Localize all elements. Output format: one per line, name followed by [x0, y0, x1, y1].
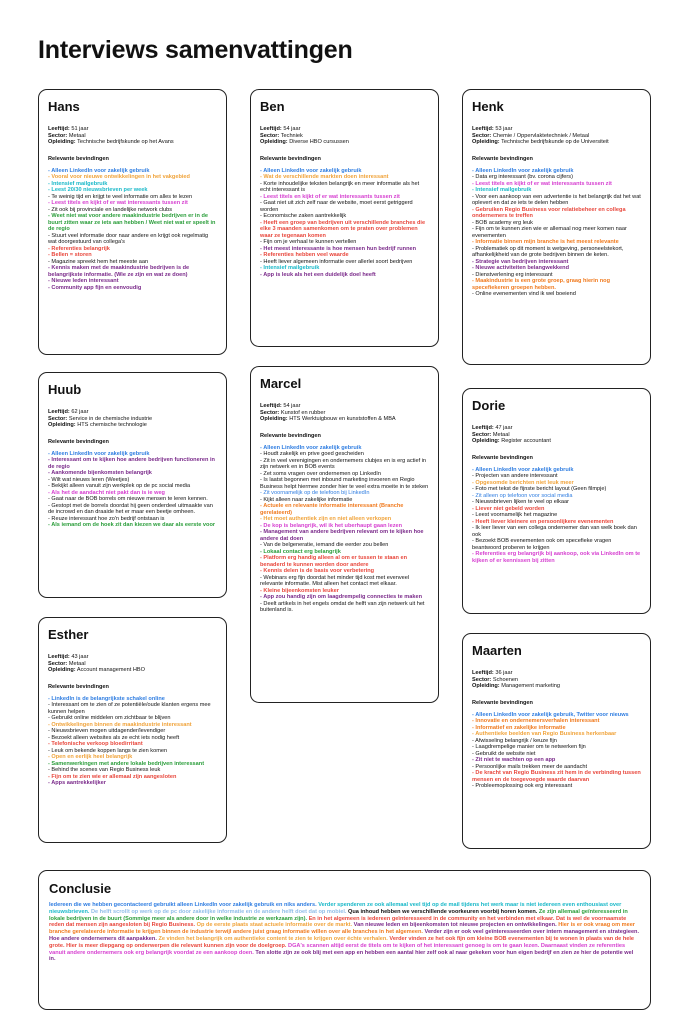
finding-item: - Interessant om te kijken hoe andere bedrijven functioneren in de regio: [48, 457, 215, 470]
meta-sector: [472, 133, 641, 140]
finding-item: - Liever niet gebeld worden: [472, 505, 545, 512]
meta-label: Opleiding:: [260, 139, 288, 146]
finding-item: - Telefonische verkoop bloedirritant: [48, 741, 143, 748]
conclusion-title: Conclusie: [49, 881, 112, 896]
meta-sector: [260, 133, 429, 140]
meta-label: Sector:: [472, 676, 492, 683]
page-title: Interviews samenvattingen: [38, 36, 353, 64]
person-name: Maarten: [472, 643, 522, 658]
finding-item: - Zit niet te wachten op een app: [472, 757, 556, 764]
finding-item: - Actuele en relevante informatie interessant (Branche gerelateerd): [260, 503, 404, 516]
meta-value: 51 jaar: [71, 126, 89, 132]
finding-item: - Probleemoplossing ook erg interessant: [472, 783, 573, 790]
finding-item: - Projecten van andere interessant: [472, 473, 558, 480]
meta-label: Leeftijd:: [48, 409, 70, 415]
findings-list: [260, 445, 429, 614]
finding-item: - Opgesomde berichten niet leuk meer: [472, 479, 574, 486]
person-meta: [472, 126, 641, 146]
finding-item: - Intensief mailgebruik: [48, 180, 108, 187]
conclusion-part: Op de eerste plaats staat actuele informatie over de markt.: [196, 922, 354, 929]
finding-item: - Zit voornamelijk op de telefoon bij LinkedIn: [260, 490, 370, 497]
finding-item: - Ontwikkelingen binnen de maakindustrie interessant: [48, 721, 192, 728]
finding-item: - Het moet authentiek zijn en niet alleen verkopen: [260, 516, 392, 523]
finding-item: - Laagdrempelige manier om te netwerken fijn: [472, 744, 586, 751]
meta-sector: [48, 133, 217, 140]
finding-item: - Apps aantrekkelijker: [48, 780, 106, 787]
finding-item: - Houdt zakelijk en prive goed gescheiden: [260, 451, 364, 458]
finding-item: - Als het de aandacht niet pakt dan is ie weg: [48, 489, 165, 496]
meta-age: [48, 126, 217, 133]
meta-label: Sector:: [48, 415, 68, 422]
finding-item: - Foto met tekst de fijnste bericht layout (Geen filmpje): [472, 486, 607, 493]
finding-item: - Leest voornamelijk het magazine: [472, 512, 558, 519]
meta-label: Sector:: [48, 660, 68, 667]
finding-item: - Kijkt alleen naar zakelijke informatie: [260, 496, 353, 503]
person-meta: [48, 654, 217, 674]
finding-item: - Referenties hebben veel waarde: [260, 252, 349, 259]
finding-item: - Bezoekt alleen websites als ze echt iets nodig heeft: [48, 734, 180, 741]
person-meta: [472, 670, 641, 690]
meta-value: Schoenen: [492, 676, 519, 683]
finding-item: - Afwisseling belangrijk / keuze fijn: [472, 737, 557, 744]
meta-value: Diverse HBO cursussen: [289, 139, 349, 146]
finding-item: - Alleen LinkedIn voor zakelijk gebruik: [48, 450, 150, 457]
meta-value: Chemie / Oppervlaktetechniek / Metaal: [492, 132, 590, 139]
meta-edu: [472, 683, 641, 690]
finding-item: - Webinars erg fijn doordat het minder tijd kost met evenveel relevante informatie. Mist alleen het contact met elkaar.: [260, 574, 410, 588]
finding-item: - Reuze interessant hoe zo'n bedrijf ontstaan is: [48, 515, 165, 522]
meta-age: [260, 403, 429, 410]
meta-sector: [260, 410, 429, 417]
findings-list: [48, 168, 217, 292]
meta-label: Sector:: [260, 409, 280, 416]
finding-item: - Leest titels en kijkt of er wat interessants tussen zit: [472, 180, 612, 187]
card-hans: [38, 89, 227, 355]
meta-label: Sector:: [472, 431, 492, 438]
finding-item: - Magazine spreekt hem het meeste aan: [48, 258, 149, 265]
finding-item: - Leest 20/30 nieuwsbrieven per week: [48, 187, 148, 194]
finding-item: - Heeft liever kleinere en persoonlijkere evenementen: [472, 518, 614, 525]
person-name: Henk: [472, 99, 504, 114]
finding-item: - Innovatie en ondernemersverhalen interessant: [472, 718, 600, 725]
meta-label: Opleiding:: [48, 422, 76, 429]
finding-item: - Dienstverlening erg interessant: [472, 271, 553, 278]
meta-sector: [472, 677, 641, 684]
finding-item: - Nieuwe leden interessant: [48, 278, 119, 285]
meta-label: Leeftijd:: [472, 425, 494, 431]
finding-item: - Korte inhoudelijke teksten belangrijk en meer informatie als het echt interessant is: [260, 180, 420, 194]
finding-item: - Open en eerlijk heel belangrijk: [48, 754, 133, 761]
meta-value: Technische bedrijfskunde op de Universiteit: [501, 139, 609, 146]
meta-age: [48, 654, 217, 661]
findings-list: [48, 451, 217, 529]
finding-item: - Gebruikt online middelen om zichtbaar te blijven: [48, 715, 171, 722]
finding-item: - Informatief en zakelijke informatie: [472, 724, 566, 731]
findings-heading: Relevante bevindingen: [260, 432, 321, 439]
meta-label: Leeftijd:: [48, 654, 70, 660]
finding-item: - Zit ook bij provinciale en landelijke network clubs: [48, 206, 173, 213]
findings-list: [472, 467, 641, 565]
conclusion-part: Verder spenderen ze ook allemaal veel tijd op de mail tijdens het werk maar is niet iedereen even enthousiast over nieuwsbrieven.: [49, 902, 622, 915]
finding-item: - Platform erg handig alleen al om er tussen te staan en benaderd te kunnen worden door andere: [260, 555, 408, 568]
meta-value: Service in de chemische industrie: [68, 415, 153, 422]
finding-item: - Leest titels en kijkt of er wat interessants tussen zit: [48, 200, 188, 207]
finding-item: - Persoonlijke mails trekken meer de aandacht: [472, 763, 588, 770]
meta-age: [48, 409, 217, 416]
finding-item: - Lokaal contact erg belangrijk: [260, 548, 341, 555]
meta-label: Opleiding:: [260, 416, 288, 423]
card-maarten: [462, 633, 651, 849]
meta-value: Metaal: [492, 431, 510, 438]
finding-item: - Alleen LinkedIn voor zakelijk gebruik: [472, 466, 574, 473]
finding-item: - Intensief mailgebruik: [472, 187, 532, 194]
conclusion-part: Iedereen die we hebben gecontacteerd gebruikt alleen LinkedIn voor zakelijk gebruik en niks anders.: [49, 902, 319, 908]
conclusion-part: Ten slotte zijn ze ook blij met een app en hebben een aantal hier zelf ook al naar gekeken voor hun eigen bedrijf en zien ze hier de potentie wel in.: [49, 949, 634, 963]
finding-item: - Data erg interessant (bv. corona cijfers): [472, 174, 573, 181]
finding-item: - Zet soms vragen over ondernemen op LinkedIn: [260, 470, 381, 477]
meta-label: Sector:: [48, 132, 68, 139]
finding-item: - Bezoekt BOB evenementen ook om specefieke vragen beantwoord proberen te krijgen: [472, 538, 612, 551]
finding-item: - Nieuwsbrieven mogen uitdagender/levendiger: [48, 728, 166, 735]
conclusion-part: Qua inhoud hebben we verschillende voorkeuren voorbij horen komen.: [348, 908, 539, 915]
findings-heading: Relevante bevindingen: [472, 454, 533, 461]
finding-item: - Nieuwe activiteiten belangwekkend: [472, 265, 569, 272]
meta-value: 62 jaar: [71, 409, 89, 415]
conclusion-part: Verder zijn er ook veel geïnteresseerden over intern management en strategieen. Hoe andere ondernemers dit aanpakken.: [49, 929, 640, 942]
meta-value: HTS Werktuigbouw en kunststoffen & MBA: [289, 416, 396, 423]
findings-heading: Relevante bevindingen: [48, 155, 109, 162]
finding-item: - Deelt artikels in het engels omdat de helft van zijn netwerk uit het buitenland is.: [260, 600, 425, 614]
findings-heading: Relevante bevindingen: [48, 683, 109, 690]
findings-heading: Relevante bevindingen: [48, 438, 109, 445]
findings-list: [472, 168, 641, 298]
meta-label: Opleiding:: [472, 139, 500, 146]
conclusion-part: Ze vinden het belangrijk om authentieke content te zien te krijgen over échte verhalen.: [158, 935, 390, 942]
finding-item: - Voor een aankoop van een advertentie is het belangrijk dat het wat oplevert en dat ze iets te delen hebben: [472, 193, 641, 207]
meta-edu: [48, 139, 217, 146]
person-meta: [48, 126, 217, 146]
finding-item: - Wat de verschillende markten doen interessant: [260, 174, 389, 181]
finding-item: - Alleen LinkedIn voor zakelijk gebruik: [260, 167, 362, 174]
finding-item: - Ik leer liever van een collega ondernemer dan van welk boek dan ook: [472, 525, 637, 538]
meta-edu: [260, 416, 429, 423]
findings-list: [260, 168, 429, 279]
meta-label: Leeftijd:: [260, 126, 282, 132]
finding-item: - Bekijkt alleen vanuit zijn werkplek op de pc social media: [48, 483, 191, 490]
finding-item: - Alleen LinkedIn voor zakelijk gebruik: [472, 167, 574, 174]
meta-value: Techniek: [280, 132, 303, 139]
finding-item: - Samenwerkingen met andere lokale bedrijven interessant: [48, 760, 205, 767]
finding-item: - Gebruikt de website niet: [472, 750, 536, 757]
person-meta: [260, 126, 429, 146]
card-esther: [38, 617, 227, 843]
finding-item: - Strategie van bedrijven interessant: [472, 258, 569, 265]
meta-label: Opleiding:: [48, 139, 76, 146]
finding-item: - Aankomende bijenkomsten belangrijk: [48, 470, 152, 477]
finding-item: - Van de belgeneratie, iemand die eerder zou bellen: [260, 542, 389, 549]
findings-list: [472, 712, 641, 790]
finding-item: - Wilt wat nieuws leren (Weetjes): [48, 476, 130, 483]
finding-item: - Gebruiken Regio Business voor relatiebeheer en collega ondernemers te treffen: [472, 206, 626, 220]
meta-value: 53 jaar: [495, 126, 513, 132]
meta-value: Technische bedrijfskunde op het Avans: [77, 139, 174, 146]
finding-item: - Informatie binnen mijn branche is het meest relevante: [472, 239, 619, 246]
meta-sector: [48, 661, 217, 668]
finding-item: - LinkedIn is de belangrijkste schakel online: [48, 695, 165, 702]
conclusion-part: Van nieuwe leden en bijeenkomsten tot nieuwe projecten en ontwikkelingen.: [353, 922, 559, 929]
meta-value: Metaal: [68, 132, 86, 139]
meta-age: [472, 425, 641, 432]
conclusion-part: Daarnaast vinden ze referenties vanuit andere ondernemers ook erg belangrijk voordat ze een aankoop doen.: [49, 942, 626, 956]
finding-item: - Alleen LinkedIn voor zakelijk gebruik: [48, 167, 150, 174]
finding-item: - Online evenementen vind ik wel boeiend: [472, 291, 576, 298]
person-meta: [260, 403, 429, 423]
meta-label: Sector:: [260, 132, 280, 139]
card-marcel: [250, 366, 439, 703]
finding-item: - Gaat naar de BOB borrels om nieuwe mensen te leren kennen.: [48, 496, 208, 503]
meta-label: Opleiding:: [48, 667, 76, 674]
finding-item: - Problematiek op dit moment is wetgeving, personeelstekort, afhankelijkheid van de grote bedrijven binnen de keten.: [472, 245, 624, 259]
finding-item: - Authentieke beelden van Regio Business herkenbaar: [472, 731, 617, 738]
card-huub: [38, 372, 227, 598]
finding-item: - Community app fijn en eenvoudig: [48, 284, 142, 291]
finding-item: - De kracht van Regio Business zit hem in de verbinding tussen mensen en de toegevoegde waarde daarvan: [472, 770, 641, 783]
finding-item: - Leuk om bekende koppen langs te zien komen: [48, 747, 168, 754]
meta-value: Register accountant: [501, 438, 551, 445]
finding-item: - App zou handig zijn om laagdrempelig connecties te maken: [260, 594, 423, 601]
conclusion-part: Verder vinden ze het ook fijn om kleine BOB evenementen bij te wonen in plaats van de hele grote.: [49, 935, 635, 949]
finding-item: - Alleen LinkedIn voor zakelijk gebruik, Twitter voor nieuws: [472, 711, 629, 718]
findings-heading: Relevante bevindingen: [260, 155, 321, 162]
meta-edu: [472, 139, 641, 146]
meta-label: Leeftijd:: [48, 126, 70, 132]
finding-item: - Leest titels en kijkt of er wat interessants tussen zit: [260, 193, 400, 200]
finding-item: - Intensief mailgebruik: [260, 265, 320, 272]
finding-item: - Het meest interessante is hoe mensen hun bedrijf runnen: [260, 245, 417, 252]
meta-label: Leeftijd:: [472, 670, 494, 676]
finding-item: - Weet niet wat voor andere maakindustrie bedrijven er in de buurt zitten waar ze iets aan hebben / Weet niet wat er speelt in de regio: [48, 213, 216, 233]
finding-item: - Fijn om je verhaal te kunnen vertellen: [260, 239, 357, 246]
finding-item: - Vooral voor nieuwe ontwikkelingen in het vakgebied: [48, 174, 190, 181]
finding-item: - Management van andere bedrijven relevant om te kijken hoe andere dat doen: [260, 529, 424, 542]
conclusion-part: En in het algemeen is iedereen geïnteresseerd in de community en het verbinden met elkaar. Dat is wel de voornaamste reden dat mensen zijn aangesloten bij Regio Business.: [49, 915, 627, 929]
finding-item: - Heeft liever algemeen informatie over allerlei soort bedrijven: [260, 258, 413, 265]
conclusion-part: Hier is er ook vraag om meer branche gerelateerde informatie te krijgen binnen de industrie terwijl andere juist graag informatie willen over alle branches in het algemeen.: [49, 922, 635, 936]
findings-list: [48, 696, 217, 787]
finding-item: - Is laatst begonnen met inbound marketing invoeren en Regio Business helpt hiermee zonder hier te veel extra moeite in te steken: [260, 477, 429, 490]
finding-item: - Alleen LinkedIn voor zakelijk gebruik: [260, 444, 362, 451]
person-name: Esther: [48, 627, 89, 642]
meta-value: Metaal: [68, 660, 86, 667]
finding-item: - Gaat niet uit zich zelf naar de website, moet eerst getriggerd worden: [260, 200, 413, 213]
finding-item: - Kleine bijeenkomsten leuker: [260, 587, 339, 594]
meta-value: Management marketing: [501, 683, 560, 690]
finding-item: - Zit alleen op telefoon voor social media: [472, 492, 573, 499]
meta-value: 54 jaar: [283, 403, 301, 409]
finding-item: - Bellen = storen: [48, 252, 92, 259]
finding-item: - Behind the scenes van Regio Business leuk: [48, 767, 161, 774]
finding-item: - Heeft een groep van bedrijven uit verschillende branches die elke 3 maanden samenkomen om te praten over problemen waar ze tegenaan komen: [260, 219, 426, 239]
findings-heading: Relevante bevindingen: [472, 155, 533, 162]
meta-value: 43 jaar: [71, 654, 89, 660]
meta-age: [260, 126, 429, 133]
finding-item: - Nieuwsbrieven lijken te veel op elkaar: [472, 499, 570, 506]
finding-item: - De kop is belangrijk, wil ik het uberhaupt gaan lezen: [260, 522, 403, 529]
finding-item: - BOB academy erg leuk: [472, 219, 533, 226]
finding-item: - App is leuk als het een duidelijk doel heeft: [260, 271, 376, 278]
meta-value: 36 jaar: [495, 670, 513, 676]
meta-sector: [472, 432, 641, 439]
finding-item: - Referenties belangrijk: [48, 245, 110, 252]
finding-item: - Economische zaken aantrekkelijk: [260, 213, 347, 220]
conclusion-part: DGA's scannen altijd eerst de titels om te kijken of het interessant genoeg is om te gaan lezen.: [288, 942, 541, 949]
finding-item: - Stuurt veel informatie door naar andere en krijgt ook regelmatig wat doorgestuurd van collega's: [48, 232, 209, 246]
meta-value: Account management HBO: [76, 667, 145, 674]
conclusion-text: [49, 902, 640, 963]
finding-item: - Referenties erg belangrijk bij aankoop, ook via LinkedIn om te kijken of er kennissen bij zitten: [472, 551, 641, 564]
finding-item: - Fijn om te kunnen zien wie er allemaal nog meer komen naar evenementen: [472, 226, 627, 239]
meta-label: Sector:: [472, 132, 492, 139]
finding-item: - Kennis delen is de basis voor verbetering: [260, 568, 375, 575]
conclusion-box: [38, 870, 651, 1010]
finding-item: - Als iemand om de hoek zit dan kiezen we daar als eerste voor: [48, 522, 216, 529]
meta-label: Leeftijd:: [472, 126, 494, 132]
person-name: Huub: [48, 382, 82, 397]
meta-value: Kunstof en rubber: [280, 409, 326, 416]
meta-age: [472, 126, 641, 133]
person-name: Marcel: [260, 376, 302, 391]
finding-item: - Kennis maken met de maakindustrie bedrijven is de belangrijkste informatie. (Wie ze zijn en wat ze doen): [48, 265, 190, 278]
finding-item: - Fijn om te zien wie er allemaal zijn aangesloten: [48, 773, 177, 780]
person-name: Ben: [260, 99, 285, 114]
person-meta: [472, 425, 641, 445]
meta-value: HTS chemische technologie: [77, 422, 147, 429]
finding-item: - Zit in veel verenigingen en ondernemers clubjes en is erg actief in zijn netwerk en in BOB events: [260, 457, 427, 471]
meta-value: 54 jaar: [283, 126, 301, 132]
meta-edu: [260, 139, 429, 146]
card-ben: [250, 89, 439, 347]
meta-label: Opleiding:: [472, 438, 500, 445]
person-name: Hans: [48, 99, 80, 114]
meta-edu: [48, 667, 217, 674]
findings-heading: Relevante bevindingen: [472, 699, 533, 706]
finding-item: - Maakindustrie is een grote groep, graag hierin nog specefiekeren groepen hebben.: [472, 278, 611, 291]
meta-age: [472, 670, 641, 677]
person-meta: [48, 409, 217, 429]
card-henk: [462, 89, 651, 365]
meta-edu: [48, 422, 217, 429]
finding-item: - Te weinig tijd en krijgt te veel informatie om alles te lezen: [48, 193, 193, 200]
meta-value: 47 jaar: [495, 425, 513, 431]
meta-edu: [472, 438, 641, 445]
meta-label: Leeftijd:: [260, 403, 282, 409]
conclusion-part: De helft scrollt op werk op de pc door zakelijke informatie en de andere helft doet dat op mobiel.: [90, 908, 349, 915]
finding-item: - Gestopt met de borrels doordat hij geen onderdeel uitmaakte van de incrowd en dan draaide het er maar een beetje omheen.: [48, 502, 213, 516]
meta-sector: [48, 416, 217, 423]
meta-label: Opleiding:: [472, 683, 500, 690]
conclusion-part: Ze zijn allemaal geïnteresseerd in lokale bedrijven in de buurt (Sommige meer als andere door in welke industrie ze werkzaam zijn).: [49, 908, 628, 922]
finding-item: - Interessant om te zien of ze potentiële/oude klanten ergens mee kunnen helpen: [48, 702, 211, 715]
person-name: Dorie: [472, 398, 506, 413]
card-dorie: [462, 388, 651, 614]
conclusion-part: Hier is meer diepgang op onderwerpen die relevant kunnen zijn voor de doelgroep.: [66, 942, 289, 949]
